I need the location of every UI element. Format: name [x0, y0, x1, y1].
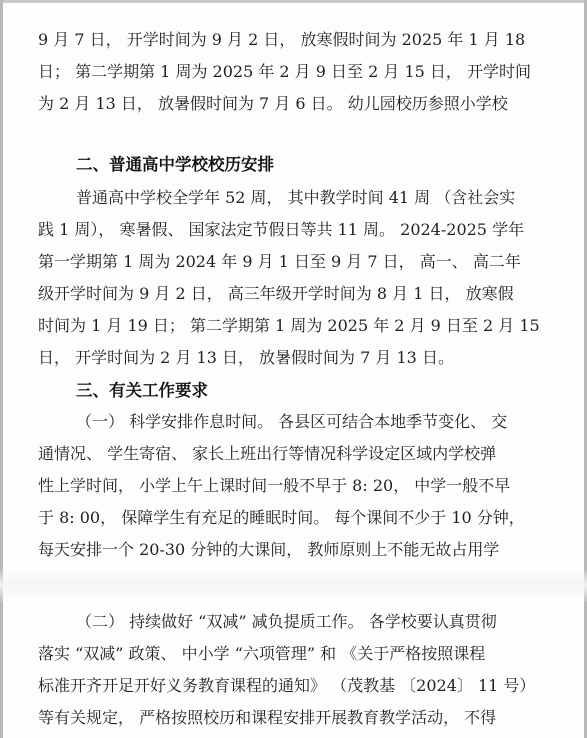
text-line: （二） 持续做好 “双减” 减负提质工作。 各学校要认真贯彻 [76, 612, 497, 631]
text-line: 日； 第二学期第 1 周为 2025 年 2 月 9 日至 2 月 15 日， 开学时间 [38, 62, 532, 81]
text-line: 标准开齐开足开好义务教育课程的通知》 （茂教基 〔2024〕 11 号） [38, 676, 536, 695]
text-line: 践 1 周）， 寒暑假、 国家法定节假日等共 11 周。 2024-2025 学年 [38, 220, 525, 239]
text-line: 通情况、 学生寄宿、 家长上班出行等情况科学设定区域内学校弹 [38, 444, 497, 463]
section-heading-3: 三、有关工作要求 [76, 381, 208, 400]
page-top-border [0, 0, 587, 3]
text-line: （一） 科学安排作息时间。 各县区可结合本地季节变化、 交 [76, 412, 508, 431]
section-heading-2: 二、普通高中学校校历安排 [76, 155, 274, 174]
scan-fade-band [0, 570, 587, 602]
text-line: 于 8: 00， 保障学生有充足的睡眠时间。 每个课间不少于 10 分钟， [38, 508, 525, 527]
text-line: 级开学时间为 9 月 2 日， 高三年级开学时间为 8 月 1 日， 放寒假 [38, 284, 514, 303]
text-line: 每天安排一个 20-30 分钟的大课间， 教师原则上不能无故占用学 [38, 540, 500, 559]
page-left-border [0, 0, 3, 738]
text-line: 落实 “双减” 政策、 中小学 “六项管理” 和 《关于严格按照课程 [38, 644, 486, 663]
text-line: 性上学时间， 小学上午上课时间一般不早于 8: 20， 中学一般不早 [38, 476, 511, 495]
text-line: 9 月 7 日， 开学时间为 9 月 2 日， 放寒假时间为 2025 年 1 月 18 [38, 30, 526, 49]
text-line: 日， 开学时间为 2 月 13 日， 放暑假时间为 7 月 13 日。 [38, 348, 454, 367]
text-line: 时间为 1 月 19 日； 第二学期第 1 周为 2025 年 2 月 9 日至 2 月 15 [38, 316, 540, 335]
text-line: 普通高中学校全学年 52 周， 其中教学时间 41 周 （含社会实 [76, 188, 516, 207]
text-line: 为 2 月 13 日， 放暑假时间为 7 月 6 日。 幼儿园校历参照小学校 [38, 94, 508, 113]
text-line: 第一学期第 1 周为 2024 年 9 月 1 日至 9 月 7 日， 高一、 高二年 [38, 252, 521, 271]
text-line: 等有关规定， 严格按照校历和课程安排开展教育教学活动， 不得 [38, 708, 497, 727]
